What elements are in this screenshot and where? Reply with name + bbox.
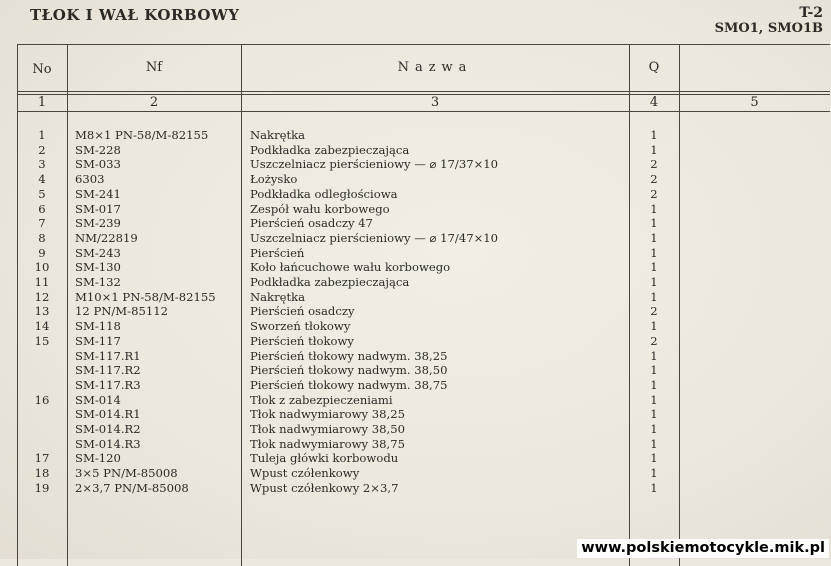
table-row [17,231,830,246]
table-row [17,187,830,202]
table-row [17,334,830,349]
row-name: Tłok nadwymiarowy 38,50 [250,422,405,436]
row-qty: 1 [650,348,658,363]
header-no: No [32,62,52,77]
col-number-3: 3 [430,95,440,110]
row-nf: SM-117 [75,333,121,348]
row-nf: 2×3,7 PN/M-85008 [75,480,189,495]
row-name: Pierścień osadczy 47 [250,216,373,231]
page-code-block [715,5,823,37]
row-nf: SM-120 [75,451,121,466]
header-nf: Nf [145,60,163,75]
col-number-4: 4 [649,95,659,110]
row-no: 19 [34,480,50,495]
row-no: 1 [38,128,46,142]
row-qty: 1 [650,422,658,436]
row-name: Wpust czółenkowy [250,466,360,481]
page-code: T-2 [799,5,823,21]
row-name: Pierścień [250,245,305,260]
table-row [17,363,830,378]
row-nf: SM-017 [75,201,121,216]
table-row [17,422,830,437]
row-no: 12 [34,289,50,304]
row-qty: 2 [650,172,658,187]
row-qty: 1 [650,128,658,142]
row-no: 9 [38,245,46,260]
row-name: Łożysko [250,172,298,187]
table-row [17,128,830,143]
row-name: Podkładka odległościowa [250,186,398,201]
row-nf: SM-130 [75,260,121,275]
row-no: 3 [38,157,46,172]
row-qty: 2 [650,333,658,348]
table-row [17,407,830,422]
row-nf: SM-239 [75,216,121,231]
row-qty: 1 [650,260,658,275]
row-no: 13 [34,304,50,319]
col-number-2: 2 [149,95,159,110]
row-name: Podkładka zabezpieczająca [250,142,410,157]
row-qty: 1 [650,319,658,334]
table-row [17,304,830,319]
row-name: Nakrętka [250,289,306,304]
row-no: 16 [34,392,50,407]
row-qty: 1 [650,275,658,289]
row-name: Nakrętka [250,128,306,142]
row-no: 10 [34,260,50,275]
table-row [17,172,830,187]
table-row [17,216,830,231]
row-nf: M8×1 PN-58/M-82155 [75,128,209,142]
row-name: Wpust czółenkowy 2×3,7 [250,480,399,495]
table-row [17,319,830,334]
table-row [17,437,830,452]
row-nf: SM-014.R1 [75,407,141,422]
row-qty: 1 [650,230,658,245]
row-nf: SM-033 [75,157,121,172]
row-no: 15 [34,333,50,348]
row-qty: 1 [650,363,658,378]
row-no: 14 [34,319,50,334]
row-no: 5 [38,186,46,201]
row-nf: 3×5 PN/M-85008 [75,466,178,481]
row-qty: 1 [650,407,658,422]
row-no: 17 [34,451,50,466]
row-nf: SM-132 [75,275,121,289]
row-no: 2 [38,142,46,157]
row-name: Tuleja główki korbowodu [250,451,399,466]
col-number-5: 5 [750,95,759,110]
table-row [17,451,830,466]
row-qty: 1 [650,201,658,216]
row-no: 11 [34,275,50,289]
row-nf: SM-014.R2 [75,422,141,436]
row-nf: 12 PN/M-85112 [75,304,168,319]
table-row [17,349,830,364]
parts-table [17,44,830,566]
row-qty: 1 [650,466,658,481]
row-qty: 1 [650,436,658,451]
table-row [17,202,830,217]
table-row [17,246,830,261]
row-name: Pierścień tłokowy nadwym. 38,50 [250,363,448,378]
row-no: 8 [38,230,46,245]
row-nf: SM-014 [75,392,121,407]
watermark: www.polskiemotocykle.mik.pl [577,539,829,558]
row-qty: 2 [650,304,658,319]
row-nf: SM-228 [75,142,121,157]
table-row [17,290,830,305]
row-qty: 1 [650,142,658,157]
row-nf: 6303 [75,172,105,187]
row-qty: 2 [650,157,658,172]
table-top-border [17,44,830,45]
number-row-divider [17,111,830,112]
row-name: Koło łańcuchowe wału korbowego [250,260,451,275]
row-qty: 1 [650,451,658,466]
row-nf: SM-117.R2 [75,363,141,378]
row-nf: SM-118 [75,319,121,334]
row-name: Podkładka zabezpieczająca [250,275,410,289]
table-row [17,275,830,290]
row-no: 6 [38,201,46,216]
row-qty: 1 [650,289,658,304]
row-qty: 1 [650,392,658,407]
row-name: Uszczelniacz pierścieniowy — ⌀ 17/37×10 [250,157,499,172]
row-name: Pierścień tłokowy nadwym. 38,75 [250,377,448,392]
table-row [17,157,830,172]
row-nf: SM-243 [75,245,121,260]
table-row [17,481,830,496]
table-row [17,143,830,158]
header-q: Q [648,60,660,75]
row-nf: SM-014.R3 [75,436,141,451]
row-name: Tłok nadwymiarowy 38,25 [250,407,405,422]
row-name: Tłok z zabezpieczeniami [250,392,393,407]
row-no: 7 [38,216,46,231]
row-name: Pierścień tłokowy nadwym. 38,25 [250,348,448,363]
row-name: Pierścień tłokowy [250,333,354,348]
row-name: Zespół wału korbowego [250,201,390,216]
table-row [17,466,830,481]
row-name: Tłok nadwymiarowy 38,75 [250,436,405,451]
row-no: 4 [38,172,46,187]
table-row [17,378,830,393]
row-name: Pierścień osadczy [250,304,355,319]
row-qty: 2 [650,186,658,201]
row-name: Uszczelniacz pierścieniowy — ⌀ 17/47×10 [250,230,499,245]
row-nf: SM-117.R3 [75,377,141,392]
row-nf: SM-117.R1 [75,348,141,363]
row-qty: 1 [650,245,658,260]
row-no: 18 [34,466,50,481]
row-name: Sworzeń tłokowy [250,319,351,334]
row-nf: NM/22819 [75,230,138,245]
row-qty: 1 [650,377,658,392]
row-qty: 1 [650,216,658,231]
header-nazwa: Nazwa [397,60,473,75]
row-nf: M10×1 PN-58/M-82155 [75,289,216,304]
table-row [17,260,830,275]
table-row [17,393,830,408]
col-number-1: 1 [37,95,47,110]
model-codes: SMO1, SMO1B [714,21,823,36]
row-nf: SM-241 [75,186,121,201]
header-divider [17,91,830,92]
row-qty: 1 [650,480,658,495]
page-title: TŁOK I WAŁ KORBOWY [30,6,240,24]
